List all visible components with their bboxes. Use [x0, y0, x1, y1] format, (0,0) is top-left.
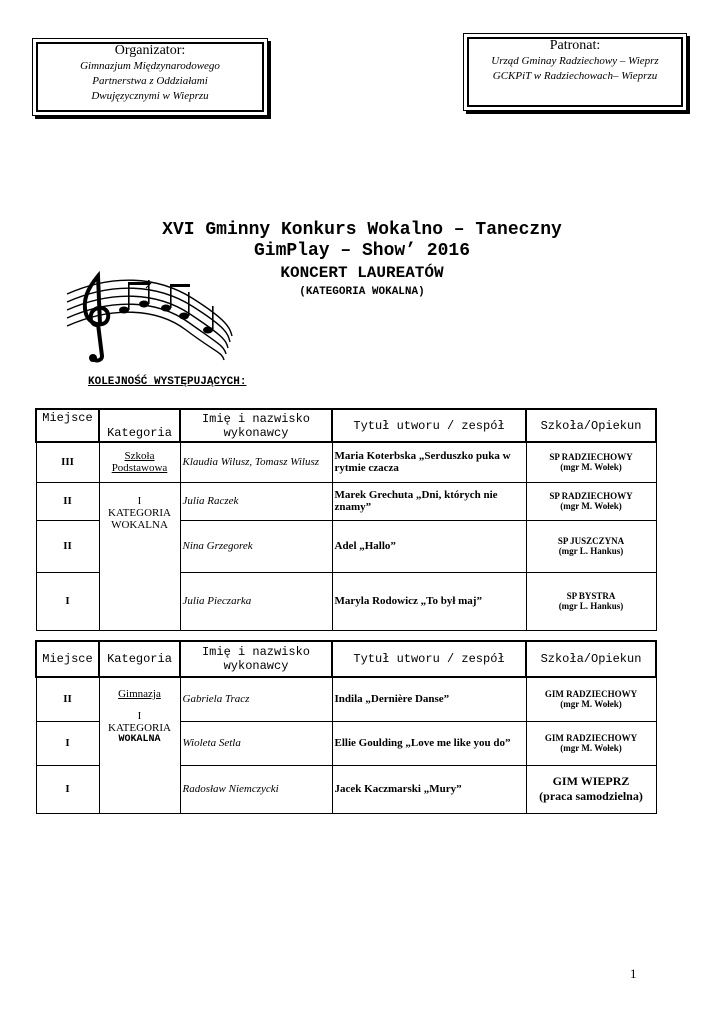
place-cell: II [36, 677, 99, 721]
song-cell: Jacek Kaczmarski „Mury” [332, 765, 526, 813]
table-header-row [36, 641, 656, 677]
performer-cell: Nina Grzegorek [180, 520, 332, 572]
patron-box [463, 33, 687, 111]
teacher-name: (mgr L. Hankus) [558, 546, 624, 556]
category-roman: I [137, 494, 142, 507]
teacher-name: (mgr M. Wołek) [560, 462, 622, 473]
header-place: Miejsce [36, 409, 99, 442]
patron-line: GCKPiT w Radziechowach– Wieprzu [492, 70, 658, 82]
school-cell [526, 721, 656, 765]
category-cell [99, 677, 180, 813]
place-cell: II [36, 482, 99, 520]
performer-cell: Julia Raczek [180, 482, 332, 520]
table-header-row [36, 409, 656, 442]
place-cell: I [36, 721, 99, 765]
school-name: SP JUSZCZYNA [557, 536, 625, 546]
category-school: Gimnazja [118, 688, 161, 700]
place-cell: I [36, 765, 99, 813]
header-school: Szkoła/Opiekun [526, 641, 656, 677]
concert-title: KONCERT LAUREATÓW [280, 264, 444, 282]
performer-cell: Julia Pieczarka [180, 572, 332, 630]
place-cell: I [36, 572, 99, 630]
organizer-line: Gimnazjum Międzynarodowego [80, 60, 220, 72]
teacher-name: (mgr M. Wołek) [560, 501, 622, 511]
page-number: 1 [630, 966, 637, 981]
place-cell: III [36, 442, 99, 482]
organizer-line: Dwujęzycznymi w Wieprzu [91, 90, 209, 102]
school-cell [526, 677, 656, 721]
header-place: Miejsce [36, 641, 99, 677]
school-cell [526, 520, 656, 572]
category-line: KATEGORIA [108, 506, 171, 519]
performer-cell: Wioleta Setla [180, 721, 332, 765]
teacher-name: (mgr M. Wołek) [560, 699, 622, 710]
song-cell: Ellie Goulding „Love me like you do” [332, 721, 526, 765]
organizer-box [32, 38, 268, 116]
table-row [36, 442, 656, 482]
header-category: Kategoria [99, 409, 180, 442]
category-label: (KATEGORIA WOKALNA) [299, 286, 425, 298]
performer-cell: Gabriela Tracz [180, 677, 332, 721]
header-category: Kategoria [99, 641, 180, 677]
patron-title: Patronat: [549, 38, 601, 53]
teacher-name: (praca samodzielna) [539, 789, 643, 803]
song-cell: Maria Koterbska „Serduszko puka w rytmie czacza [332, 442, 526, 482]
contest-title: XVI Gminny Konkurs Wokalno – Taneczny [162, 220, 562, 240]
header-name: Imię i nazwisko wykonawcy [180, 409, 332, 442]
school-cell [526, 572, 656, 630]
school-name: SP BYSTRA [566, 591, 616, 601]
performer-cell: Klaudia Wilusz, Tomasz Wilusz [180, 442, 332, 482]
table-row [36, 677, 656, 721]
gymnasium-table [35, 640, 657, 814]
school-name: GIM RADZIECHOWY [544, 689, 638, 700]
song-cell: Maryla Rodowicz „To był maj” [332, 572, 526, 630]
category-line: KATEGORIA [108, 722, 171, 734]
music-notes-icon [62, 268, 240, 366]
school-name: GIM WIEPRZ [552, 774, 630, 788]
category-cell [99, 482, 180, 630]
contest-subtitle: GimPlay – Show’ 2016 [253, 241, 471, 261]
performer-cell: Radosław Niemczycki [180, 765, 332, 813]
patron-line: Urząd Gminay Radziechowy – Wieprz [491, 55, 659, 67]
school-cell [526, 482, 656, 520]
song-cell: Marek Grechuta „Dni, których nie znamy” [332, 482, 526, 520]
organizer-title: Organizator: [114, 43, 186, 58]
header-title: Tytuł utworu / zespół [332, 641, 526, 677]
song-cell: Adel „Hallo” [332, 520, 526, 572]
school-cell [526, 442, 656, 482]
school-name: SP RADZIECHOWY [549, 452, 633, 463]
school-name: GIM RADZIECHOWY [544, 733, 638, 743]
school-cell [526, 765, 656, 813]
category-roman: I [137, 710, 142, 722]
teacher-name: (mgr L. Hankus) [558, 601, 624, 611]
school-name: SP RADZIECHOWY [549, 491, 633, 501]
category-line: WOKALNA [111, 518, 168, 531]
table-row [36, 482, 656, 520]
place-cell: II [36, 520, 99, 572]
organizer-line: Partnerstwa z Oddziałami [92, 75, 208, 87]
primary-school-table [35, 408, 657, 631]
category-school-cell: Szkoła Podstawowa [99, 442, 180, 482]
teacher-name: (mgr M. Wołek) [560, 743, 622, 753]
header-title: Tytuł utworu / zespół [332, 409, 526, 442]
header-school: Szkoła/Opiekun [526, 409, 656, 442]
song-cell: Indila „Dernière Danse” [332, 677, 526, 721]
order-label: KOLEJNOŚĆ WYSTĘPUJĄCYCH: [88, 376, 247, 388]
header-name: Imię i nazwisko wykonawcy [180, 641, 332, 677]
category-line: WOKALNA [118, 734, 161, 745]
